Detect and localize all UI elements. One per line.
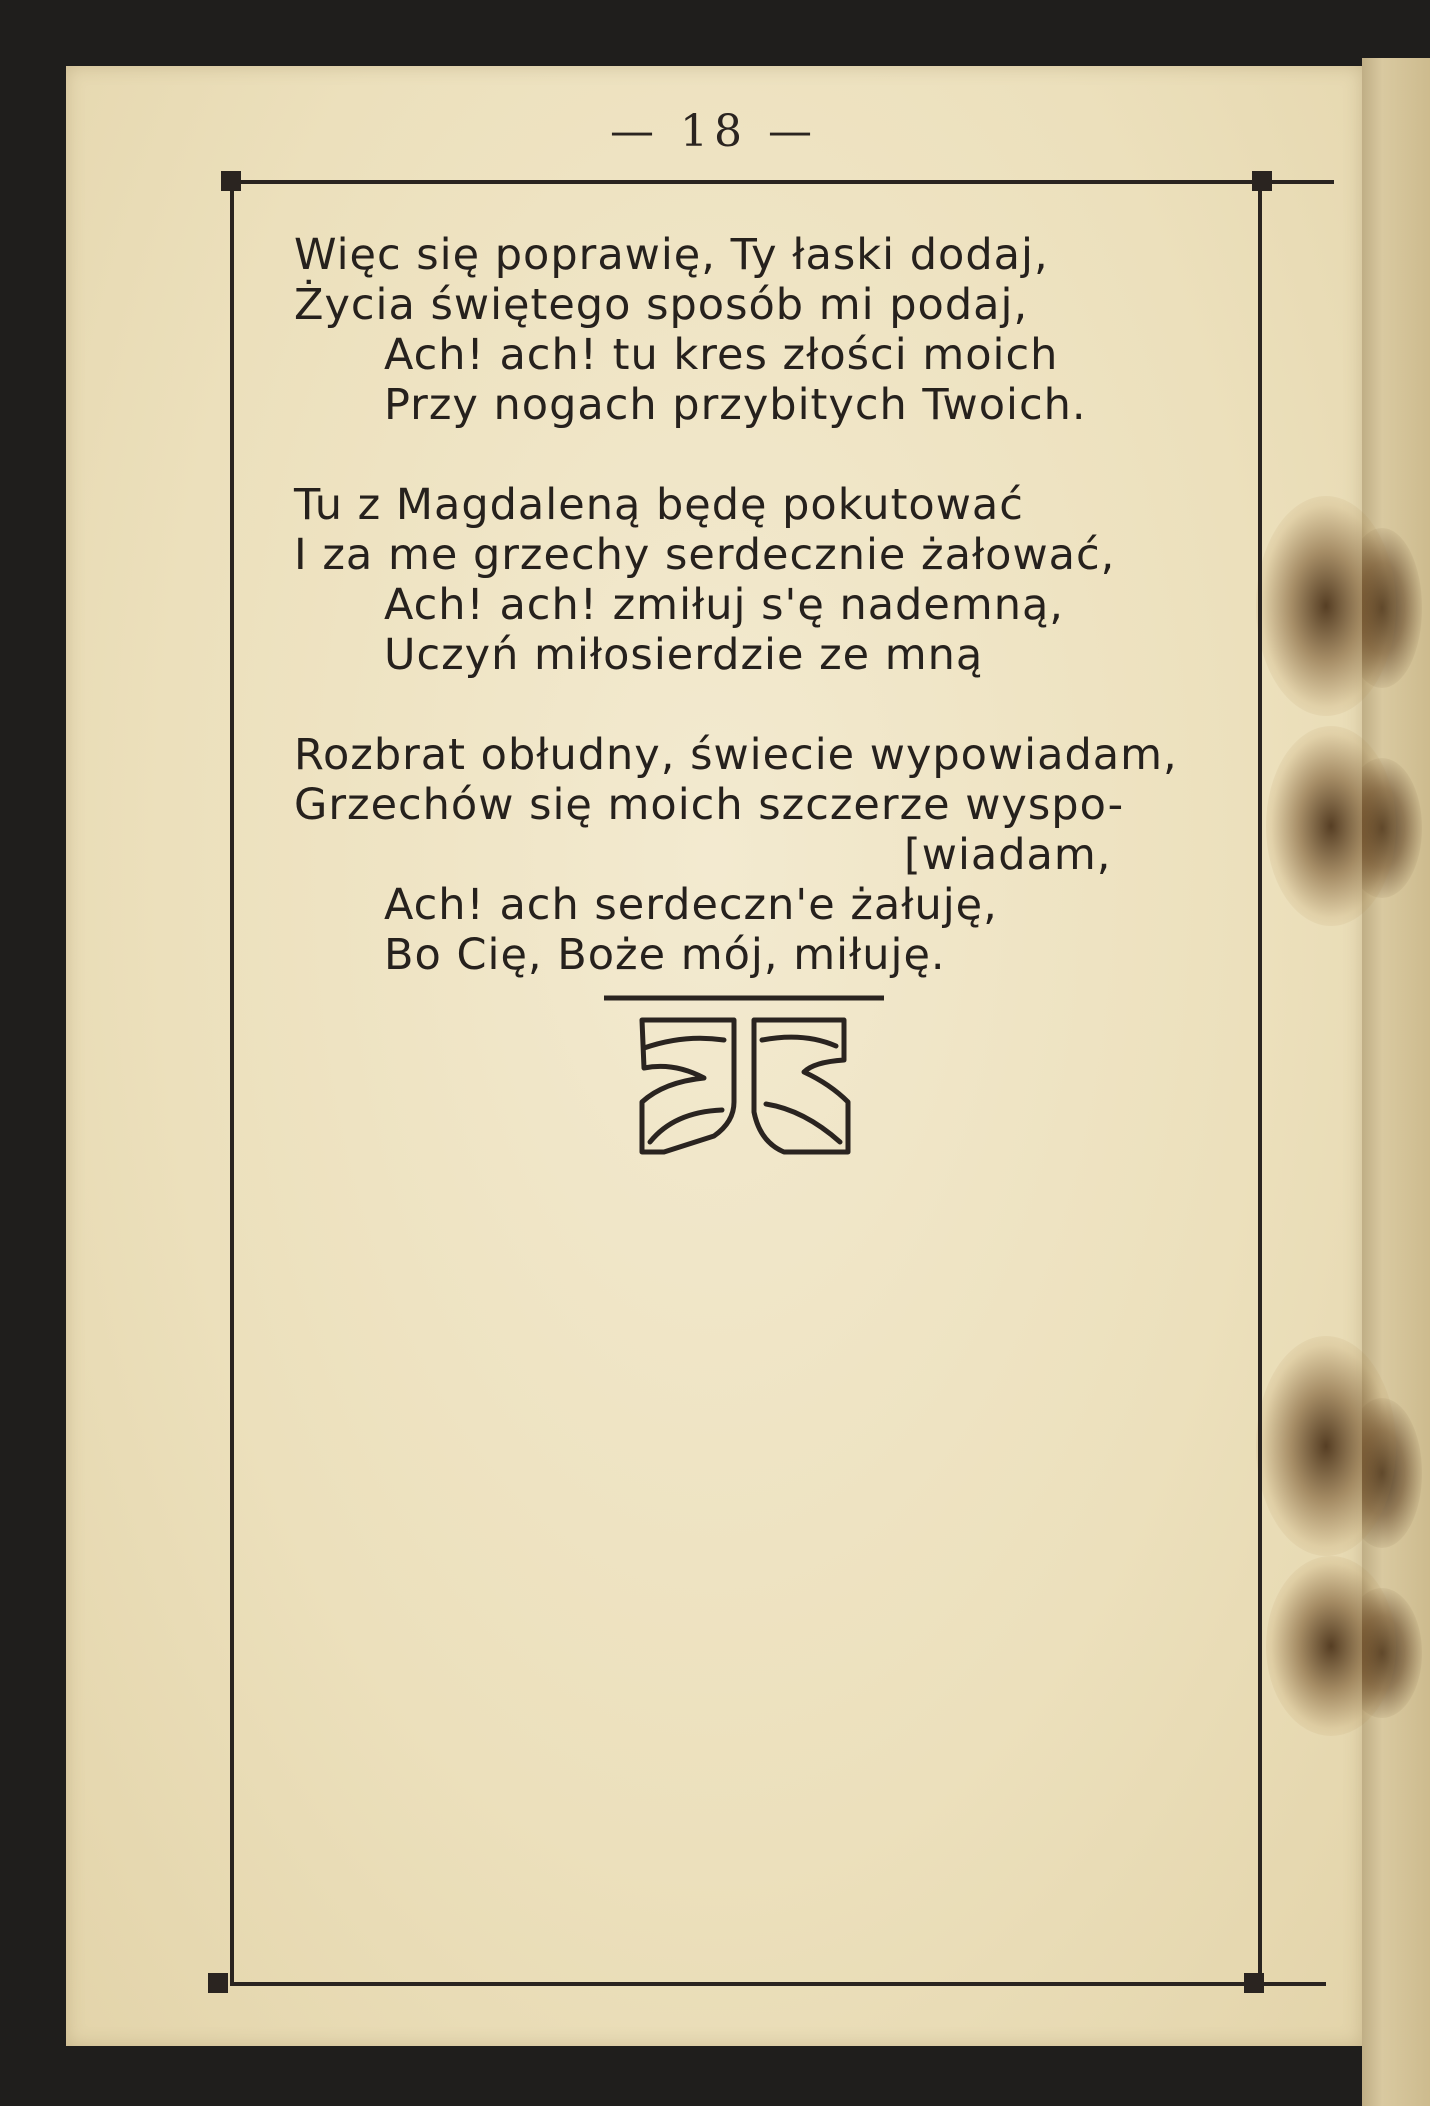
frame-top-rule <box>230 180 1334 184</box>
frame-corner-square <box>208 1973 228 1993</box>
stanza-1 <box>294 230 1294 430</box>
verse-line: Ach! ach! zmiłuj s'ę nademną, <box>384 580 1064 630</box>
page-number: — 18 — <box>610 106 818 157</box>
stanza-2 <box>294 480 1294 680</box>
poem-text <box>294 230 1294 1030</box>
verse-line: I za me grzechy serdecznie żałować, <box>294 530 1116 580</box>
burn-mark <box>1256 1336 1396 1556</box>
frame-corner-square <box>221 171 241 191</box>
stanza-3 <box>294 730 1294 980</box>
verse-line: Uczyń miłosierdzie ze mną <box>384 630 984 680</box>
verse-line: Ach! ach! tu kres złości moich <box>384 330 1059 380</box>
verse-line: Ach! ach serdeczn'e żałuję, <box>384 880 998 930</box>
verse-line: Życia świętego sposób mi podaj, <box>294 280 1029 330</box>
frame-bottom-rule <box>230 1982 1326 1986</box>
art-nouveau-leaf-ornament-icon <box>604 992 884 1192</box>
verse-line-continuation: [wiadam, <box>904 830 1112 880</box>
book-page <box>66 66 1362 2046</box>
burn-mark <box>1266 1556 1396 1736</box>
facing-page-edge <box>1362 58 1430 2106</box>
verse-line: Rozbrat obłudny, świecie wypowiadam, <box>294 730 1178 780</box>
frame-corner-square <box>1252 171 1272 191</box>
frame-corner-square <box>1244 1973 1264 1993</box>
verse-line: Bo Cię, Boże mój, miłuję. <box>384 930 946 980</box>
verse-line: Grzechów się moich szczerze wyspo- <box>294 780 1125 830</box>
verse-line: Tu z Magdaleną będę pokutować <box>294 480 1024 530</box>
verse-line: Przy nogach przybitych Twoich. <box>384 380 1087 430</box>
verse-line: Więc się poprawię, Ty łaski dodaj, <box>294 230 1049 280</box>
frame-left-rule <box>230 182 234 1984</box>
